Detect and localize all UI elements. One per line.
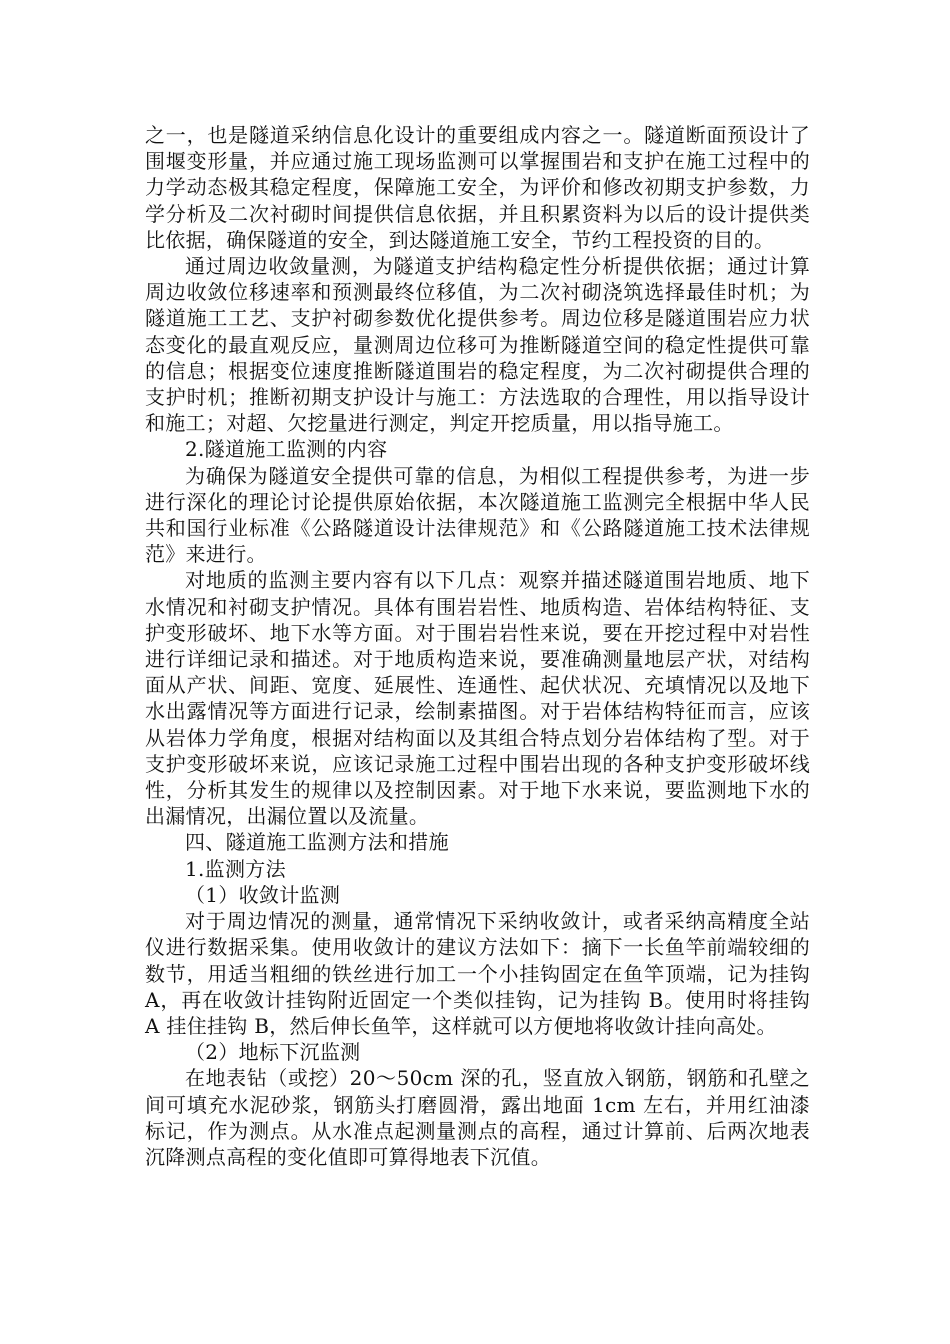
document-body: [145, 122, 810, 1170]
section-heading-methods-measures: 四、隧道施工监测方法和措施: [185, 830, 449, 855]
paragraph-ground-settlement: 在地表钻（或挖）20～50cm 深的孔，竖直放入钢筋，钢筋和孔壁之间可填充水泥砂浆，钢筋头打磨圆滑，露出地面 1cm 左右，并用红油漆标记，作为测点。从水准点起测量测点的高程，通过计算前、后两次地表沉降测点高程的变化值即可算得地表下沉值。: [145, 1066, 810, 1169]
subheading-ground-settlement: （2）地标下沉监测: [185, 1040, 361, 1065]
subheading-convergence-meter: （1）收敛计监测: [185, 882, 341, 907]
paragraph-intro-continuation: 之一，也是隧道采纳信息化设计的重要组成内容之一。隧道断面预设计了围堰变形量，并应通过施工现场监测可以掌握围岩和支护在施工过程中的力学动态极其稳定程度，保障施工安全，为评价和修改初期支护参数，力学分析及二次衬砌时间提供信息依据，并且积累资料为以后的设计提供类比依据，确保隧道的安全，到达隧道施工安全，节约工程投资的目的。: [145, 123, 810, 252]
section-heading-monitoring-methods: 1.监测方法: [185, 856, 286, 881]
paragraph-monitoring-standards: 为确保为隧道安全提供可靠的信息，为相似工程提供参考，为进一步进行深化的理论讨论提供原始依据，本次隧道施工监测完全根据中华人民共和国行业标准《公路隧道设计法律规范》和《公路隧道施工技术法律规范》来进行。: [145, 463, 810, 567]
paragraph-convergence-meter: 对于周边情况的测量，通常情况下采纳收敛计，或者采纳高精度全站仪进行数据采集。使用收敛计的建议方法如下：摘下一长鱼竿前端较细的数节，用适当粗细的铁丝进行加工一个小挂钩固定在鱼竿顶端，记为挂钩 A，再在收敛计挂钩附近固定一个类似挂钩，记为挂钩 B。使用时将挂钩 A 挂住挂钩 B，然后伸长鱼竿，这样就可以方便地将收敛计挂向高处。: [145, 909, 810, 1038]
section-heading-monitoring-content: 2.隧道施工监测的内容: [185, 437, 388, 462]
paragraph-geology-monitoring: 对地质的监测主要内容有以下几点：观察并描述隧道围岩地质、地下水情况和衬砌支护情况。具体有围岩岩性、地质构造、岩体结构特征、支护变形破坏、地下水等方面。对于围岩岩性来说，要在开挖过程中对岩性进行详细记录和描述。对于地质构造来说，要准确测量地层产状，对结构面从产状、间距、宽度、延展性、连通性、起伏状况、充填情况以及地下水出露情况等方面进行记录，绘制素描图。对于岩体结构特征而言，应该从岩体力学角度，根据对结构面以及其组合特点划分岩体结构了型。对于支护变形破坏来说，应该记录施工过程中围岩出现的各种支护变形破坏线性，分析其发生的规律以及控制因素。对于地下水来说，要监测地下水的出漏情况，出漏位置以及流量。: [145, 568, 810, 829]
paragraph-convergence-measurement: 通过周边收敛量测，为隧道支护结构稳定性分析提供依据；通过计算周边收敛位移速率和预测最终位移值，为二次衬砌浇筑选择最佳时机；为隧道施工工艺、支护衬砌参数优化提供参考。周边位移是隧道围岩应力状态变化的最直观反应，量测周边位移可为推断隧道空间的稳定性提供可靠的信息；根据变位速度推断隧道围岩的稳定程度，为二次衬砌提供合理的支护时机；推断初期支护设计与施工：方法选取的合理性，用以指导设计和施工；对超、欠挖量进行测定，判定开挖质量，用以指导施工。: [145, 254, 810, 436]
